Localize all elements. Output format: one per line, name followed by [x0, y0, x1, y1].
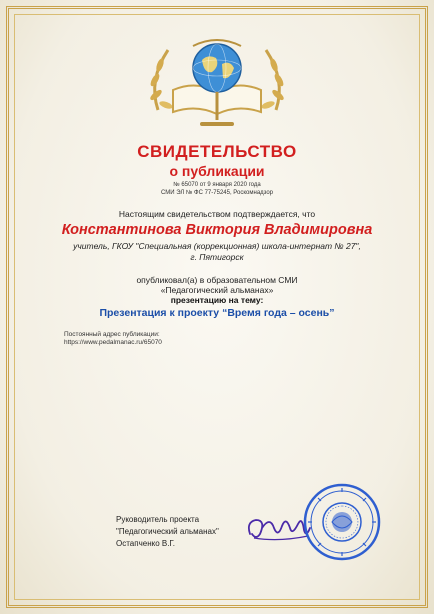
topic-label: презентацию на тему: [170, 295, 264, 305]
globe-book-emblem-icon [138, 20, 296, 132]
published-text: опубликовал(а) в образовательном СМИ [136, 275, 298, 285]
media-registration: СМИ ЭЛ № ФС 77-75245, Роскомнадзор [160, 190, 274, 196]
recipient-name: Константинова Виктория Владимировна [61, 222, 373, 238]
signatory-project: "Педагогический альманах" [116, 527, 219, 536]
registration-number: № 65070 от 9 января 2020 года [173, 182, 261, 188]
recipient-city: г. Пятигорск [190, 252, 244, 262]
certificate-subtitle: о публикации [169, 163, 265, 179]
publication-topic: Презентация к проекту “Время года – осень” [99, 307, 335, 319]
address-label: Постоянный адрес публикации: [64, 331, 160, 338]
signatory-name: Остапченко В.Г. [116, 539, 176, 548]
recipient-position: учитель, ГКОУ "Специальная (коррекционная) школа-интернат № 27", [73, 241, 361, 251]
magazine-name: «Педагогический альманах» [160, 285, 274, 295]
publication-url: https://www.pedalmanac.ru/65070 [64, 339, 162, 346]
certificate-title: СВИДЕТЕЛЬСТВО [137, 142, 297, 161]
signatory-title: Руководитель проекта [116, 515, 200, 524]
official-stamp-icon [302, 482, 382, 562]
signatory-block [116, 514, 219, 550]
intro-text: Настоящим свидетельством подтверждается, что [118, 209, 316, 219]
